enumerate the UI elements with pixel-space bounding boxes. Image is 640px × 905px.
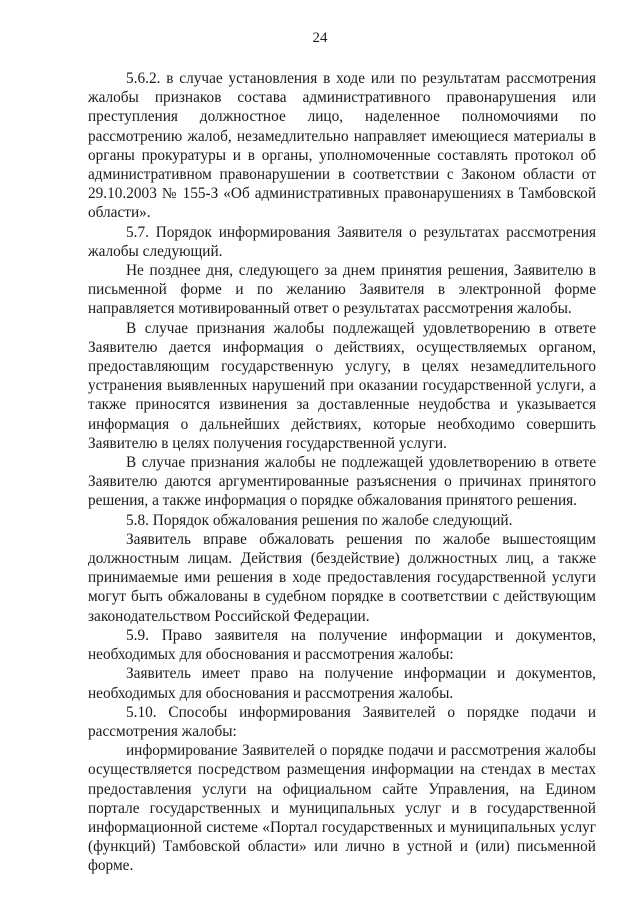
paragraph-informing-methods: информирование Заявителей о порядке подачи и рассмотрения жалобы осуществляется посредством размещения информации на стендах в местах предоставления услуги на официальном сайте Управления, на Едином портале государственных и муниципальных услуг и в государственной информационной системе «Портал государственных и муниципальных услуг (функций) Тамбовской области» или лично в устной и (или) письменной форме. (88, 742, 596, 875)
page-number: 24 (312, 30, 328, 46)
paragraph-appeal-rights: Заявитель вправе обжаловать решения по жалобе вышестоящим должностным лицам. Действия (бездействие) должностных лиц, а также принимаемые ими решения в ходе предоставления государственной услуги могут быть обжалованы в судебном порядке в соответствии с действующим законодательством Российской Федерации. (88, 530, 596, 625)
paragraph-complaint-rejected: В случае признания жалобы не подлежащей удовлетворению в ответе Заявителю даются аргументированные разъяснения о причинах принятого решения, а также информация о порядке обжалования принятого решения. (88, 454, 596, 510)
paragraph-5-7-heading: 5.7. Порядок информирования Заявителя о результатах рассмотрения жалобы следующий. (88, 223, 596, 260)
paragraph-5-6-2: 5.6.2. в случае установления в ходе или по результатам рассмотрения жалобы признаков состава административного правонарушения или преступления должностное лицо, наделенное полномочиями по рассмотрению жалоб, незамедлительно направляет имеющиеся материалы в органы прокуратуры и в органы, уполномоченные составлять протокол об административном правонарушении в соответствии с Законом области от 29.10.2003 № 155-З «Об административных правонарушениях в Тамбовской области». (88, 70, 596, 222)
paragraph-5-9-heading: 5.9. Право заявителя на получение информации и документов, необходимых для обоснования и рассмотрения жалобы: (88, 626, 596, 664)
document-body (88, 69, 596, 876)
paragraph-5-8-heading: 5.8. Порядок обжалования решения по жалобе следующий. (126, 511, 513, 529)
paragraph-information-right: Заявитель имеет право на получение информации и документов, необходимых для обоснования и рассмотрения жалобы. (88, 665, 596, 702)
paragraph-complaint-satisfied: В случае признания жалобы подлежащей удовлетворению в ответе Заявителю дается информация о действиях, осуществляемых органом, предоставляющим государственную услугу, в целях незамедлительного устранения выявленных нарушений при оказании государственной услуги, а также приносятся извинения за доставленные неудобства и указывается информация о дальнейших действиях, которые необходимо совершить Заявителю в целях получения государственной услуги. (88, 319, 596, 452)
paragraph-response-deadline: Не позднее дня, следующего за днем принятия решения, Заявителю в письменной форме и по желанию Заявителя в электронной форме направляется мотивированный ответ о результатах рассмотрения жалобы. (88, 262, 596, 318)
paragraph-5-10-heading: 5.10. Способы информирования Заявителей о порядке подачи и рассмотрения жалобы: (88, 703, 596, 740)
